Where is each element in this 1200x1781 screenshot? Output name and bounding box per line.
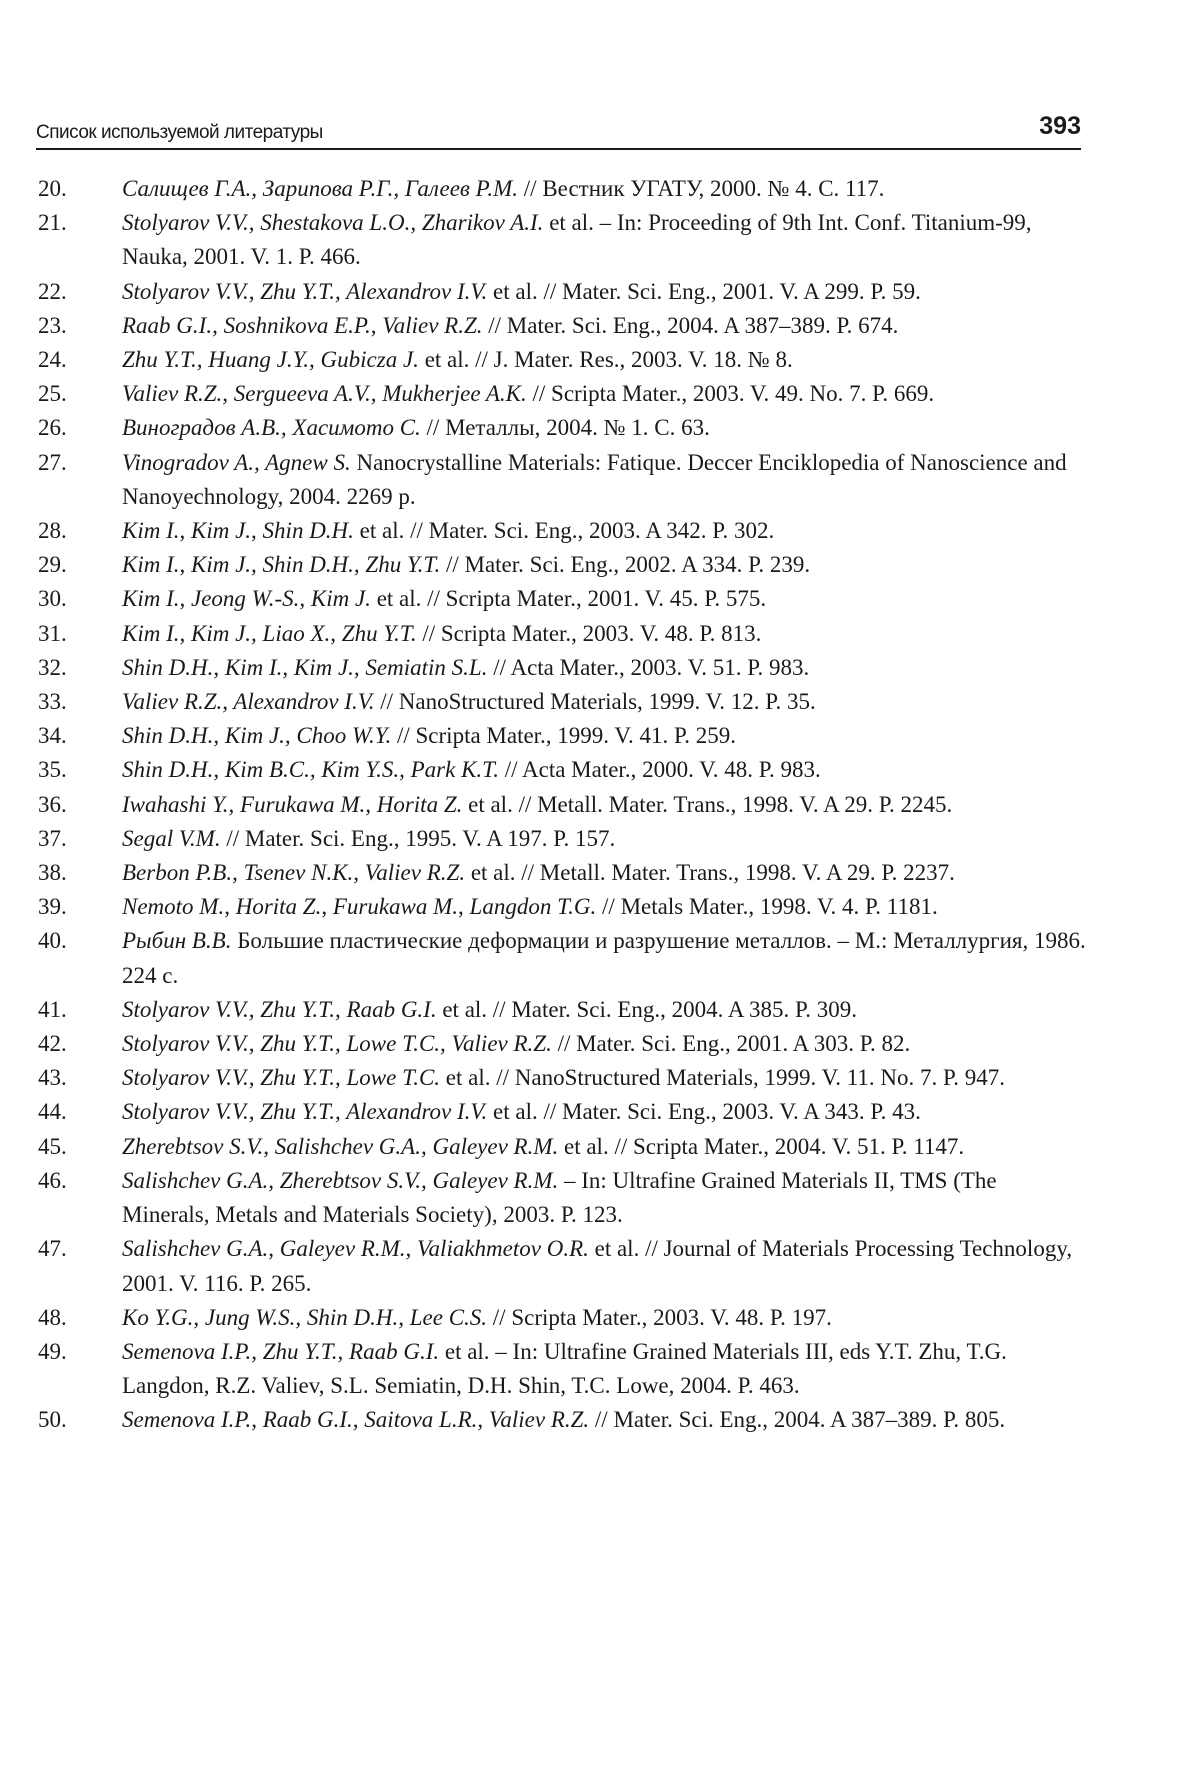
reference-authors: Semenova I.P., Raab G.I., Saitova L.R., Valiev R.Z. xyxy=(122,1407,590,1433)
reference-citation: et al. – In: Ultrafine Grained Materials III, eds Y.T. Zhu, T.G. Langdon, R.Z. Valiev, S.L. Semiatin, D.H. Shin, T.C. Lowe, 2004. P. 463. xyxy=(122,1338,1007,1399)
reference-citation: et al. // Metall. Mater. Trans., 1998. V. A 29. P. 2237. xyxy=(465,860,955,886)
reference-number: 44. xyxy=(38,1099,67,1125)
reference-authors: Salishchev G.A., Galeyev R.M., Valiakhmetov O.R. xyxy=(122,1236,589,1262)
reference-number: 49. xyxy=(38,1338,67,1364)
reference-item xyxy=(38,582,1088,616)
reference-citation: et al. – In: Proceeding of 9th Int. Conf. Titanium-99, Nauka, 2001. V. 1. P. 466. xyxy=(122,210,1032,270)
reference-authors: Zherebtsov S.V., Salishchev G.A., Galeyev R.M. xyxy=(122,1133,559,1159)
reference-number: 23. xyxy=(38,312,67,338)
reference-item xyxy=(38,1335,1088,1403)
reference-item xyxy=(38,548,1088,582)
reference-item xyxy=(38,1403,1088,1437)
running-header-title: Список используемой литературы xyxy=(36,122,323,143)
reference-item xyxy=(38,685,1088,719)
reference-item xyxy=(38,343,1088,377)
reference-item xyxy=(38,856,1088,890)
reference-number: 47. xyxy=(38,1236,67,1262)
reference-citation: – In: Ultrafine Grained Materials II, TMS (The Minerals, Metals and Materials Society), 2003. P. 123. xyxy=(122,1167,997,1228)
reference-item xyxy=(38,890,1088,924)
reference-authors: Виноградов А.В., Хасимото С. xyxy=(122,415,421,441)
reference-number: 48. xyxy=(38,1304,67,1330)
reference-authors: Рыбин В.В. xyxy=(122,928,232,954)
reference-item xyxy=(38,1164,1088,1232)
reference-citation: Nanocrystalline Materials: Fatique. Deccer Enciklopedia of Nanoscience and Nanoyechnology, 2004. 2269 p. xyxy=(122,449,1067,509)
reference-item xyxy=(38,1232,1088,1300)
reference-number: 26. xyxy=(38,415,67,441)
reference-authors: Salishchev G.A., Zherebtsov S.V., Galeyev R.M. xyxy=(122,1167,559,1193)
reference-citation: et al. // Scripta Mater., 2001. V. 45. P. 575. xyxy=(370,586,767,612)
reference-authors: Stolyarov V.V., Zhu Y.T., Lowe T.C. xyxy=(122,1065,441,1091)
reference-citation: // Metals Mater., 1998. V. 4. P. 1181. xyxy=(596,894,938,920)
reference-authors: Stolyarov V.V., Zhu Y.T., Alexandrov I.V. xyxy=(122,1099,488,1125)
reference-number: 39. xyxy=(38,894,67,920)
reference-authors: Zhu Y.T., Huang J.Y., Gubicza J. xyxy=(122,347,419,373)
reference-number: 43. xyxy=(38,1065,67,1091)
reference-authors: Segal V.M. xyxy=(122,825,221,851)
reference-number: 50. xyxy=(38,1407,67,1433)
reference-citation: // Вестник УГАТУ, 2000. № 4. С. 117. xyxy=(518,176,885,201)
reference-number: 27. xyxy=(38,449,67,475)
reference-number: 21. xyxy=(38,210,67,236)
reference-number: 29. xyxy=(38,552,67,578)
reference-number: 38. xyxy=(38,860,67,886)
reference-authors: Kim I., Jeong W.-S., Kim J. xyxy=(122,586,371,612)
reference-number: 33. xyxy=(38,689,67,715)
reference-item xyxy=(38,651,1088,685)
reference-authors: Valiev R.Z., Alexandrov I.V. xyxy=(122,689,375,715)
reference-item xyxy=(38,753,1088,787)
reference-item xyxy=(38,514,1088,548)
reference-authors: Shin D.H., Kim B.C., Kim Y.S., Park K.T. xyxy=(122,757,499,783)
reference-item xyxy=(38,1095,1088,1129)
reference-citation: et al. // Mater. Sci. Eng., 2003. A 342. P. 302. xyxy=(353,518,775,544)
reference-citation: et al. // Journal of Materials Processing Technology, 2001. V. 116. P. 265. xyxy=(122,1236,1073,1296)
reference-number: 46. xyxy=(38,1167,67,1193)
reference-number: 37. xyxy=(38,825,67,851)
reference-number: 24. xyxy=(38,347,67,373)
header-rule xyxy=(36,148,1081,150)
reference-citation: // Scripta Mater., 2003. V. 49. No. 7. P. 669. xyxy=(526,381,935,407)
reference-authors: Kim I., Kim J., Shin D.H. xyxy=(122,518,354,544)
reference-item xyxy=(38,617,1088,651)
reference-citation: // Mater. Sci. Eng., 2004. A 387–389. P. 674. xyxy=(482,312,899,338)
reference-item xyxy=(38,993,1088,1027)
reference-authors: Shin D.H., Kim I., Kim J., Semiatin S.L. xyxy=(122,654,488,680)
reference-authors: Iwahashi Y., Furukawa M., Horita Z. xyxy=(122,791,463,817)
reference-item xyxy=(38,719,1088,753)
reference-list xyxy=(38,172,1088,1438)
reference-number: 34. xyxy=(38,723,67,749)
reference-authors: Kim I., Kim J., Shin D.H., Zhu Y.T. xyxy=(122,552,441,578)
reference-item xyxy=(38,377,1088,411)
reference-item xyxy=(38,411,1088,445)
page-number: 393 xyxy=(1039,112,1081,140)
reference-number: 20. xyxy=(38,176,67,201)
reference-item xyxy=(38,309,1088,343)
reference-number: 28. xyxy=(38,518,67,544)
reference-item xyxy=(38,822,1088,856)
reference-citation: // Scripta Mater., 2003. V. 48. P. 813. xyxy=(416,620,762,646)
reference-citation: et al. // Scripta Mater., 2004. V. 51. P. 1147. xyxy=(558,1133,965,1159)
reference-citation: // Mater. Sci. Eng., 2001. A 303. P. 82. xyxy=(551,1031,911,1057)
reference-citation: et al. // Metall. Mater. Trans., 1998. V. A 29. P. 2245. xyxy=(462,791,953,817)
reference-number: 30. xyxy=(38,586,67,612)
reference-citation: // Acta Mater., 2000. V. 48. P. 983. xyxy=(499,757,821,783)
reference-citation: et al. // Mater. Sci. Eng., 2004. A 385. P. 309. xyxy=(436,996,857,1022)
reference-number: 22. xyxy=(38,278,67,304)
reference-citation: et al. // Mater. Sci. Eng., 2003. V. A 343. P. 43. xyxy=(487,1099,921,1125)
reference-authors: Shin D.H., Kim J., Choo W.Y. xyxy=(122,723,392,749)
reference-number: 36. xyxy=(38,791,67,817)
reference-authors: Stolyarov V.V., Zhu Y.T., Raab G.I. xyxy=(122,996,437,1022)
reference-item xyxy=(38,1301,1088,1335)
reference-item xyxy=(38,788,1088,822)
reference-citation: // Mater. Sci. Eng., 1995. V. A 197. P. 157. xyxy=(220,825,616,851)
reference-citation: // Mater. Sci. Eng., 2004. A 387–389. P. 805. xyxy=(589,1407,1006,1433)
reference-item xyxy=(38,1130,1088,1164)
running-header xyxy=(36,112,1081,152)
reference-item xyxy=(38,1061,1088,1095)
reference-item xyxy=(38,206,1088,274)
reference-number: 31. xyxy=(38,620,67,646)
reference-citation: // NanoStructured Materials, 1999. V. 12. P. 35. xyxy=(374,689,816,715)
reference-authors: Kim I., Kim J., Liao X., Zhu Y.T. xyxy=(122,620,417,646)
reference-citation: // Scripta Mater., 1999. V. 41. P. 259. xyxy=(391,723,737,749)
reference-citation: // Mater. Sci. Eng., 2002. A 334. P. 239. xyxy=(440,552,811,578)
reference-citation: // Acta Mater., 2003. V. 51. P. 983. xyxy=(487,654,810,680)
reference-authors: Stolyarov V.V., Zhu Y.T., Alexandrov I.V. xyxy=(122,278,488,304)
reference-authors: Nemoto M., Horita Z., Furukawa M., Langdon T.G. xyxy=(122,894,597,920)
reference-citation: et al. // NanoStructured Materials, 1999. V. 11. No. 7. P. 947. xyxy=(440,1065,1005,1091)
reference-item xyxy=(38,924,1088,992)
reference-citation: // Металлы, 2004. № 1. С. 63. xyxy=(420,415,710,441)
reference-authors: Vinogradov A., Agnew S. xyxy=(122,449,351,475)
reference-number: 25. xyxy=(38,381,67,407)
reference-number: 40. xyxy=(38,928,67,954)
reference-item xyxy=(38,1027,1088,1061)
reference-authors: Valiev R.Z., Sergueeva A.V., Mukherjee A.K. xyxy=(122,381,527,407)
reference-citation: Большие пластические деформации и разрушение металлов. – М.: Металлургия, 1986. 224 с. xyxy=(122,928,1086,988)
reference-item xyxy=(38,172,1088,206)
reference-authors: Raab G.I., Soshnikova E.P., Valiev R.Z. xyxy=(122,312,483,338)
reference-authors: Stolyarov V.V., Zhu Y.T., Lowe T.C., Valiev R.Z. xyxy=(122,1031,552,1057)
reference-authors: Салищев Г.А., Зарипова Р.Г., Галеев Р.М. xyxy=(122,176,519,201)
reference-authors: Ko Y.G., Jung W.S., Shin D.H., Lee C.S. xyxy=(122,1304,488,1330)
reference-number: 45. xyxy=(38,1133,67,1159)
reference-authors: Stolyarov V.V., Shestakova L.O., Zharikov A.I. xyxy=(122,210,544,236)
reference-item xyxy=(38,275,1088,309)
reference-authors: Semenova I.P., Zhu Y.T., Raab G.I. xyxy=(122,1338,440,1364)
reference-citation: // Scripta Mater., 2003. V. 48. P. 197. xyxy=(487,1304,832,1330)
reference-item xyxy=(38,446,1088,514)
reference-citation: et al. // Mater. Sci. Eng., 2001. V. A 299. P. 59. xyxy=(487,278,921,304)
reference-number: 32. xyxy=(38,654,67,680)
reference-number: 35. xyxy=(38,757,67,783)
reference-citation: et al. // J. Mater. Res., 2003. V. 18. № 8. xyxy=(418,347,793,373)
reference-number: 42. xyxy=(38,1031,67,1057)
reference-number: 41. xyxy=(38,996,67,1022)
reference-authors: Berbon P.B., Tsenev N.K., Valiev R.Z. xyxy=(122,860,466,886)
